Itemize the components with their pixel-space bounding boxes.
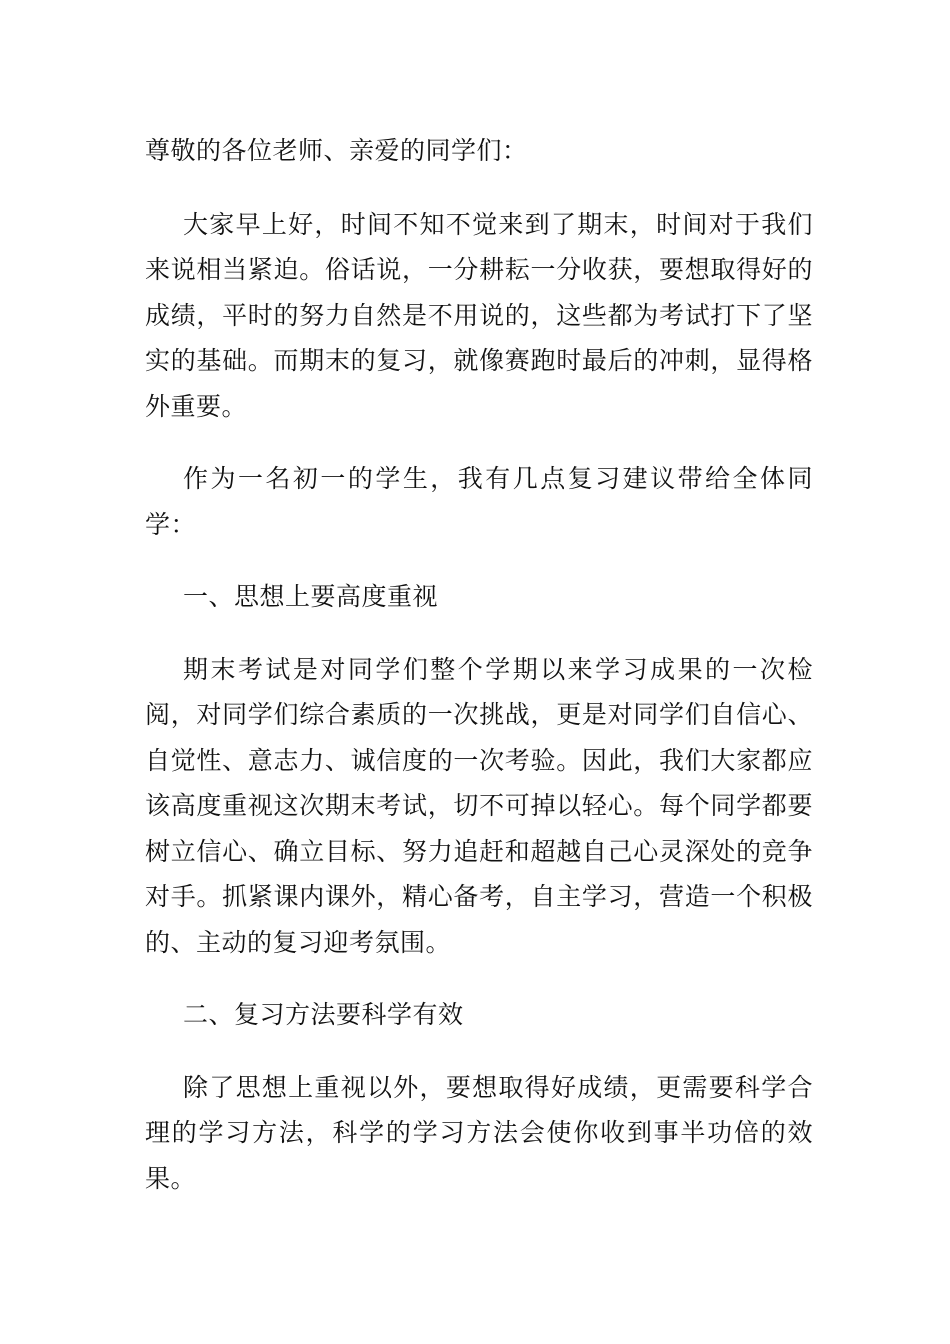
speech-document — [145, 128, 813, 1228]
paragraph-opening: 大家早上好，时间不知不觉来到了期末，时间对于我们来说相当紧迫。俗话说，一分耕耘一分收获，要想取得好的成绩，平时的努力自然是不用说的，这些都为考试打下了坚实的基础。而期末的复习，就像赛跑时最后的冲刺，显得格外重要。 — [145, 209, 813, 421]
section-heading-2: 二、复习方法要科学有效 — [183, 1000, 464, 1029]
paragraph-intro: 作为一名初一的学生，我有几点复习建议带给全体同学： — [145, 464, 813, 539]
section-heading-1: 一、思想上要高度重视 — [183, 582, 439, 611]
paragraph-section-2: 除了思想上重视以外，要想取得好成绩，更需要科学合理的学习方法，科学的学习方法会使你收到事半功倍的效果。 — [145, 1072, 813, 1193]
paragraph-section-1: 期末考试是对同学们整个学期以来学习成果的一次检阅，对同学们综合素质的一次挑战，更是对同学们自信心、自觉性、意志力、诚信度的一次考验。因此，我们大家都应该高度重视这次期末考试，切不可掉以轻心。每个同学都要树立信心、确立目标、努力追赶和超越自己心灵深处的竞争对手。抓紧课内课外，精心备考，自主学习，营造一个积极的、主动的复习迎考氛围。 — [145, 654, 813, 957]
salutation: 尊敬的各位老师、亲爱的同学们： — [145, 136, 528, 165]
